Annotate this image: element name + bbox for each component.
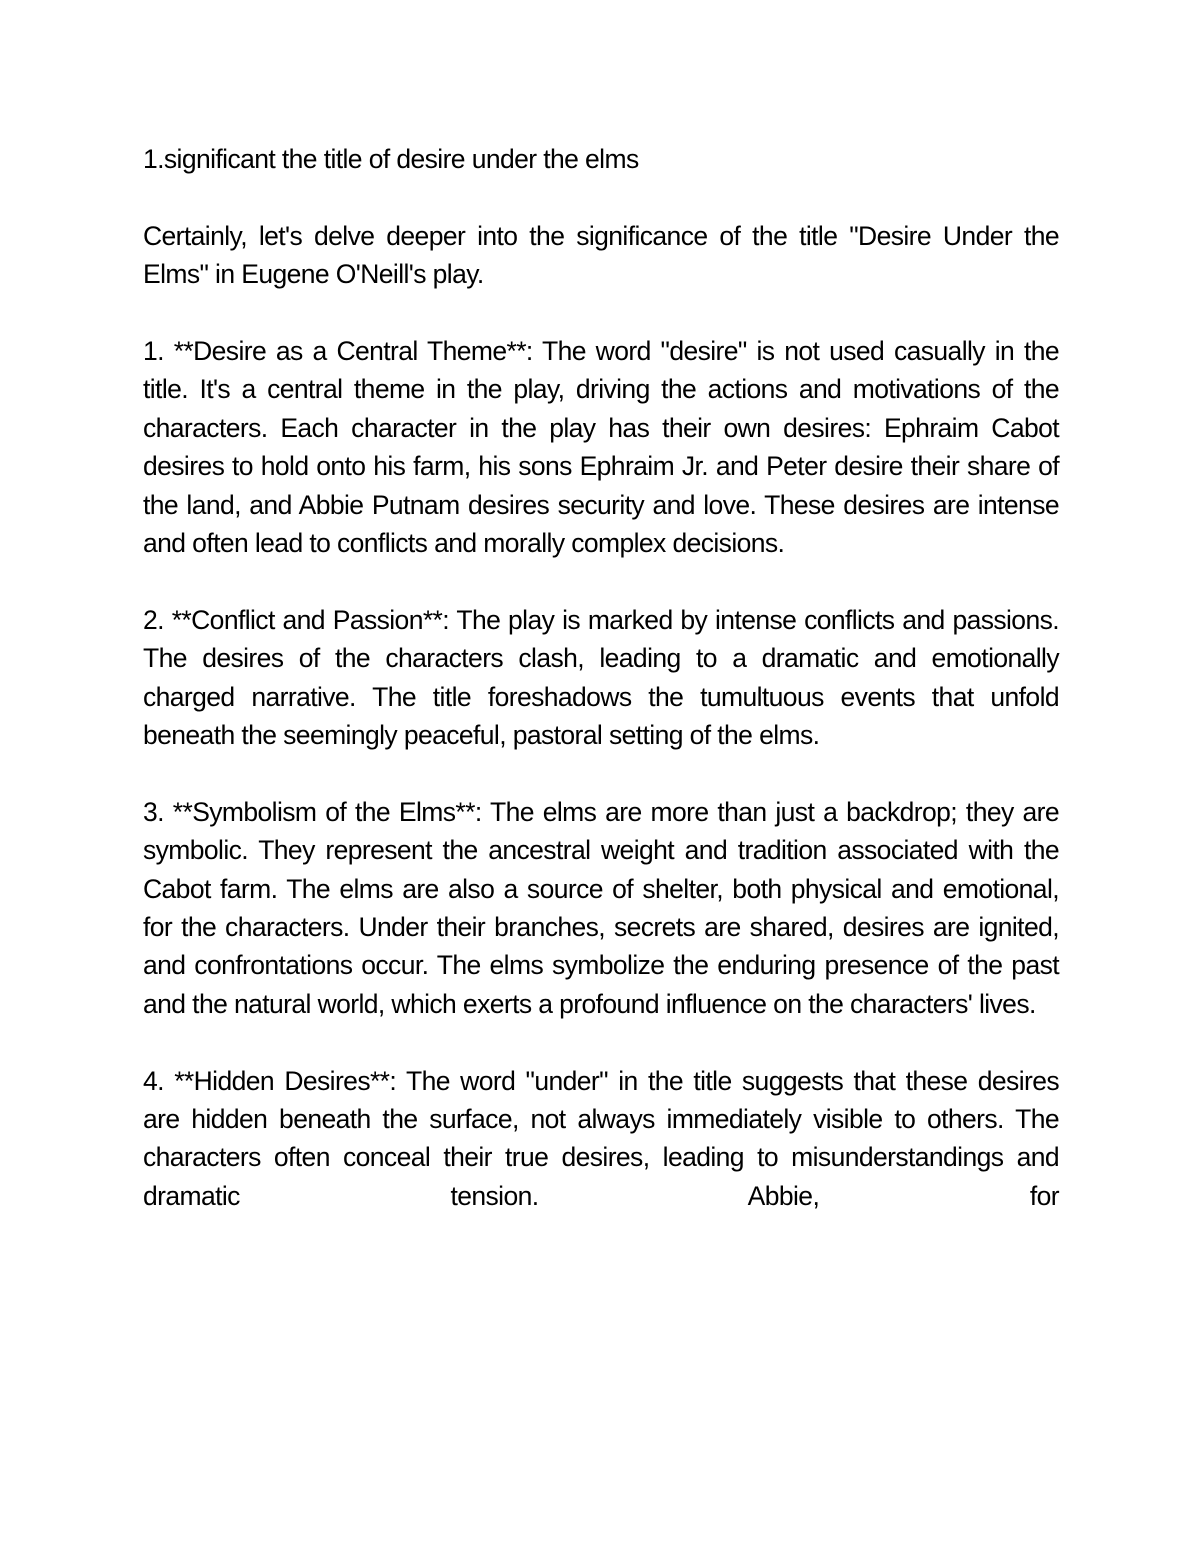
document-heading: 1.significant the title of desire under the elms xyxy=(143,144,639,174)
intro-paragraph: Certainly, let's delve deeper into the significance of the title "Desire Under the Elms" in Eugene O'Neill's play. xyxy=(143,220,1059,290)
point-3-symbolism-of-elms: 3. **Symbolism of the Elms**: The elms are more than just a backdrop; they are symbolic. They represent the ancestral weight and tradition associated with the Cabot farm. The elms are also a source of shelter, both physical and emotional, for the characters. Under their branches, secrets are shared, desires are ignited, and confrontations occur. The elms symbolize the enduring presence of the past and the natural world, which exerts a profound influence on the characters' lives. xyxy=(143,796,1059,1019)
document-page xyxy=(143,140,1059,1215)
point-2-conflict-and-passion: 2. **Conflict and Passion**: The play is marked by intense conflicts and passions. The desires of the characters clash, leading to a dramatic and emotionally charged narrative. The title foreshadows the tumultuous events that unfold beneath the seemingly peaceful, pastoral setting of the elms. xyxy=(143,604,1059,751)
point-1-desire-central-theme: 1. **Desire as a Central Theme**: The word "desire" is not used casually in the title. It's a central theme in the play, driving the actions and motivations of the characters. Each character in the play has their own desires: Ephraim Cabot desires to hold onto his farm, his sons Ephraim Jr. and Peter desire their share of the land, and Abbie Putnam desires security and love. These desires are intense and often lead to conflicts and morally complex decisions. xyxy=(143,336,1059,559)
point-4-hidden-desires: 4. **Hidden Desires**: The word "under" in the title suggests that these desires are hidden beneath the surface, not always immediately visible to others. The characters often conceal their true desires, leading to misunderstandings and dramatic tension. Abbie, for xyxy=(143,1065,1059,1211)
